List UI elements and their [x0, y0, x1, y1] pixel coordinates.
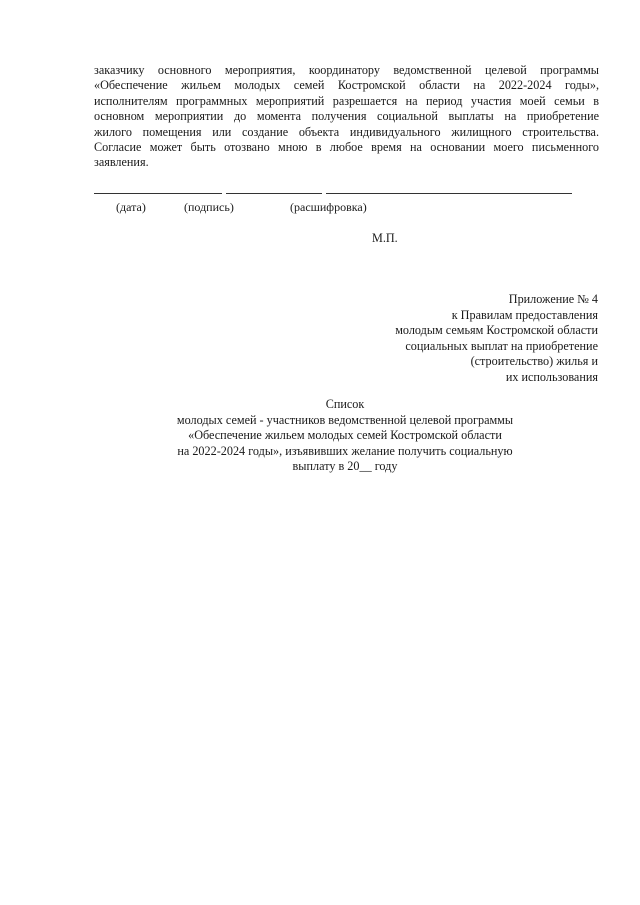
list-title-line: молодых семей - участников ведомственной целевой программы: [176, 412, 514, 427]
decode-underline: [326, 193, 572, 194]
consent-paragraph: [94, 63, 599, 171]
consent-line: Согласие может быть отозвано мною в любое время на основании моего письменного: [94, 140, 599, 155]
list-title-line: «Обеспечение жильем молодых семей Костромской области: [188, 428, 502, 443]
appendix-header: [395, 292, 598, 386]
appendix-line: Приложение № 4: [508, 292, 598, 306]
consent-line: заказчику основного мероприятия, координатору ведомственной целевой программы: [94, 63, 599, 77]
list-title: [130, 397, 560, 475]
signature-caption: (подпись): [184, 200, 234, 214]
appendix-line: социальных выплат на приобретение: [405, 338, 598, 353]
list-title-heading: Список: [325, 397, 365, 411]
appendix-line: молодым семьям Костромской области: [395, 323, 598, 338]
consent-line: заявления.: [94, 155, 149, 170]
consent-line: «Обеспечение жильем молодых семей Костромской области на 2022-2024 годы»,: [94, 78, 599, 93]
list-title-line: выплату в 20__ году: [292, 459, 398, 474]
decode-caption: (расшифровка): [290, 200, 367, 214]
date-caption: (дата): [116, 200, 146, 214]
consent-line: жилого помещения или создание объекта индивидуального жилищного строительства.: [94, 124, 599, 139]
list-title-line: на 2022-2024 годы», изъявивших желание получить социальную: [177, 443, 513, 458]
date-underline: [94, 193, 222, 194]
stamp-place-label: М.П.: [372, 231, 398, 245]
appendix-line: (строительство) жилья и: [470, 354, 598, 369]
appendix-line: к Правилам предоставления: [451, 307, 598, 322]
appendix-line: их использования: [505, 369, 598, 384]
consent-line: исполнителям программных мероприятий разрешается на период участия моей семьи в: [94, 93, 599, 108]
consent-line: основном мероприятии до момента получения социальной выплаты на приобретение: [94, 109, 599, 124]
signature-underline: [226, 193, 322, 194]
